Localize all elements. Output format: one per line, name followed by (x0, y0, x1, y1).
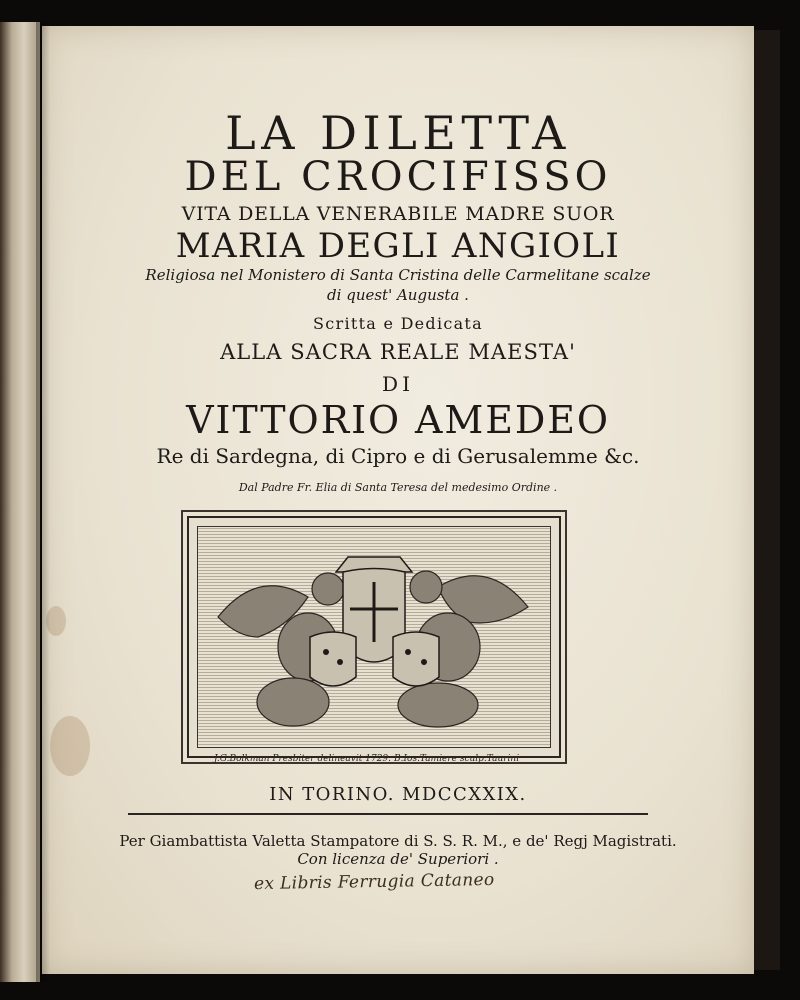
engraving-image (197, 526, 551, 748)
spine-shadow (36, 22, 50, 982)
handwritten-ownership-inscription: ex Libris Ferrugia Cataneo (253, 869, 495, 895)
dedication-line-4: VITTORIO AMEDEO (186, 398, 610, 442)
age-stain (50, 716, 90, 776)
book-edge (0, 22, 40, 982)
imprint-divider (128, 813, 648, 815)
author-line: Dal Padre Fr. Elia di Santa Teresa del medesimo Ordine . (238, 481, 558, 494)
imprint-license: Con licenza de' Superiori . (297, 850, 499, 868)
engraving-credit-delineator: J.G.Bolkman Presbiter delineavit 1729. (214, 754, 392, 764)
coat-of-arms-engraving (187, 516, 561, 758)
cherubs-coat-of-arms-illustration (198, 527, 550, 747)
imprint-printer: Per Giambattista Valetta Stampatore di S. S. R. M., e de' Regj Magistrati. (119, 832, 677, 850)
imprint-place-date: IN TORINO. MDCCXXIX. (269, 784, 527, 805)
title-line-5: Religiosa nel Monistero di Santa Cristina delle Carmelitane scalze (145, 266, 651, 284)
title-line-6: di quest' Augusta . (327, 286, 469, 304)
dedication-line-3: DI (382, 372, 414, 396)
title-page (42, 26, 754, 974)
title-line-4: MARIA DEGLI ANGIOLI (175, 226, 621, 266)
engraving-credit-sculptor: B.Ios.Tamiere sculp.Taurini (394, 754, 520, 764)
title-line-3: VITA DELLA VENERABILE MADRE SUOR (181, 203, 615, 225)
dedication-line-1: Scritta e Dedicata (313, 314, 483, 333)
title-line-1: LA DILETTA (225, 106, 571, 160)
dedication-line-5: Re di Sardegna, di Cipro e di Gerusalemme &c. (156, 444, 640, 468)
title-line-2: DEL CROCIFISSO (184, 154, 612, 200)
dedication-line-2: ALLA SACRA REALE MAESTA' (220, 340, 576, 364)
book-cover-edge (752, 30, 780, 970)
